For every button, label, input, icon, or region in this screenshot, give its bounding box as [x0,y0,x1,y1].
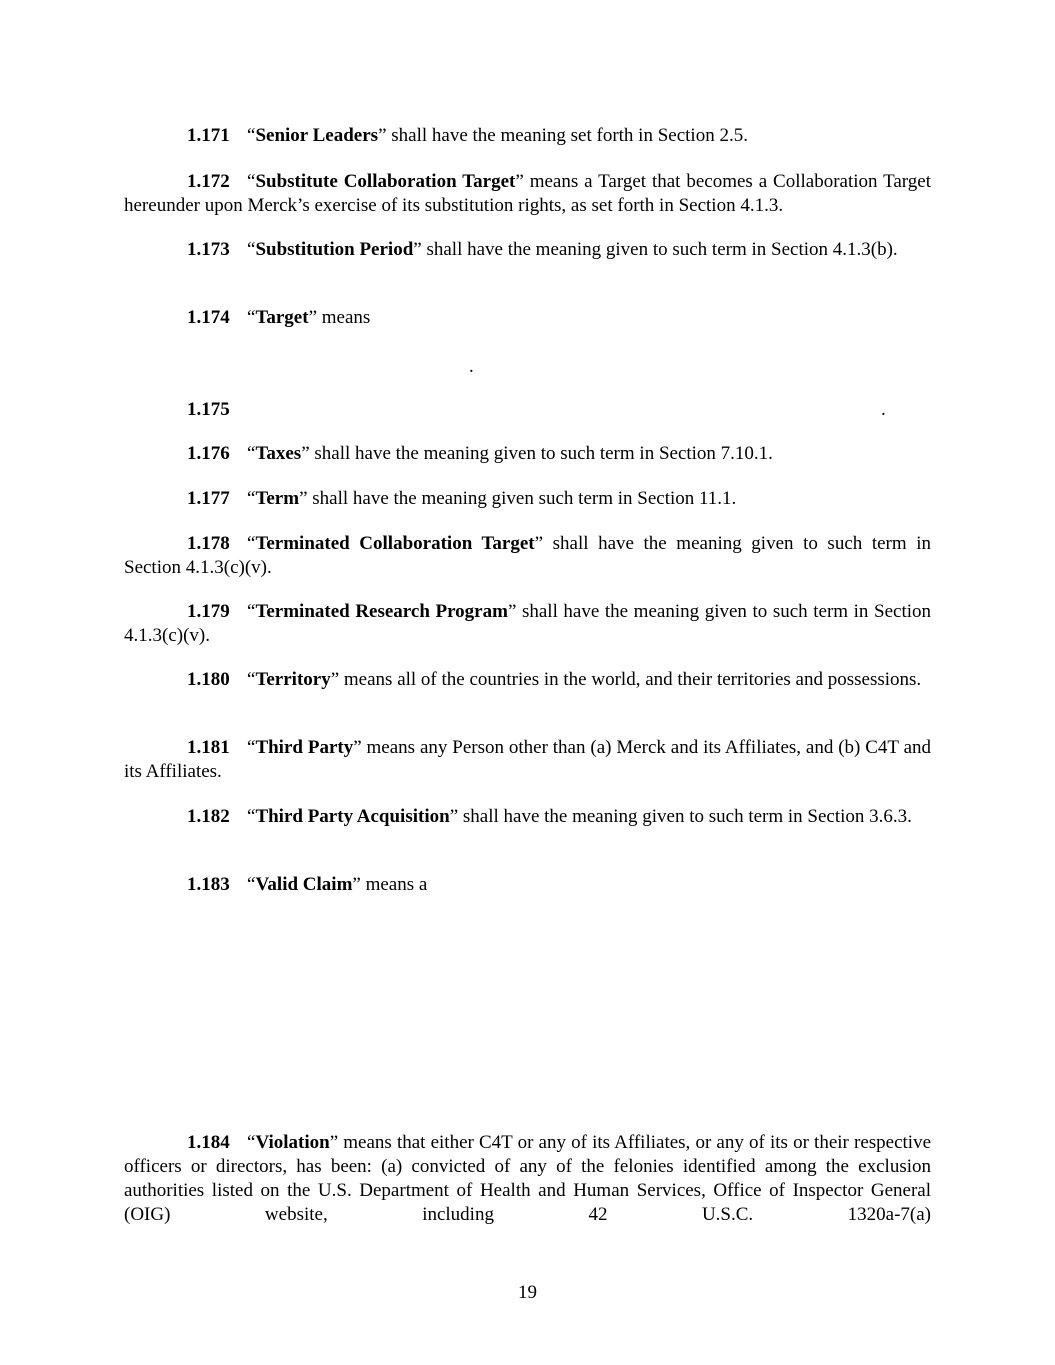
definition-1-180 [124,668,931,692]
open-quote: “ [247,488,256,509]
section-number: 1.177 [187,488,230,509]
close-quote: ” [299,488,308,509]
definition-text: means any Person other than (a) Merck and its Affiliates, and (b) C4T and its Affiliates. [124,737,932,782]
open-quote: “ [247,874,256,895]
definition-text: shall have the meaning given such term in Section 11.1. [312,488,737,509]
section-number: 1.180 [187,669,230,690]
open-quote: “ [247,737,256,758]
close-quote: ” [507,601,517,622]
definition-text: means [321,307,371,328]
definition-1-179 [124,600,931,648]
defined-term: Territory [255,669,331,690]
defined-term: Violation [255,1132,330,1153]
definition-1-174 [124,306,931,330]
definition-1-176 [124,442,931,466]
definition-text: means all of the countries in the world, and their territories and possessions. [343,669,922,690]
open-quote: “ [247,307,256,328]
definition-1-183 [124,873,931,897]
open-quote: “ [247,533,256,554]
definition-1-178 [124,532,931,580]
definition-text: means a Target that becomes a Collaboration Target hereunder upon Merck’s exercise of its substitution rights, as set forth in Section 4.1.3. [124,171,931,216]
defined-term: Third Party Acquisition [255,806,450,827]
defined-term: Term [255,488,300,509]
open-quote: “ [247,443,256,464]
section-number: 1.181 [187,737,230,758]
close-quote: ” [301,443,310,464]
open-quote: “ [247,669,256,690]
defined-term: Senior Leaders [255,125,379,146]
section-number: 1.171 [187,125,230,146]
redaction-end-period: . [881,399,886,420]
defined-term: Substitution Period [255,239,414,260]
defined-term: Third Party [255,737,354,758]
close-quote: ” [378,125,387,146]
open-quote: “ [247,171,256,192]
close-quote: ” [330,669,340,690]
open-quote: “ [247,601,256,622]
section-number: 1.172 [187,171,230,192]
definition-text: shall have the meaning given to such term in Section 4.1.3(c)(v). [124,533,931,578]
defined-term: Terminated Research Program [255,601,508,622]
section-number: 1.179 [187,601,230,622]
close-quote: ” [308,307,317,328]
section-number: 1.183 [187,874,230,895]
close-quote: ” [515,171,524,192]
close-quote: ” [449,806,459,827]
definition-1-177 [124,487,931,511]
definition-1-172 [124,170,931,218]
defined-term: Valid Claim [255,874,353,895]
defined-term: Taxes [255,443,302,464]
redaction-end-period: . [469,356,474,377]
definition-1-173 [124,238,931,262]
section-number: 1.182 [187,806,230,827]
section-number: 1.178 [187,533,230,554]
open-quote: “ [247,239,256,260]
definition-text: shall have the meaning set forth in Section 2.5. [391,125,748,146]
definition-1-184 [124,1131,931,1227]
section-number: 1.174 [187,307,230,328]
page-number: 19 [518,1282,537,1303]
definition-text: means a [365,874,428,895]
section-number: 1.184 [187,1132,230,1153]
defined-term: Substitute Collaboration Target [255,171,516,192]
definition-1-182 [124,805,931,829]
close-quote: ” [534,533,544,554]
defined-term: Target [255,307,309,328]
definition-text: shall have the meaning given to such term in Section 7.10.1. [314,443,773,464]
close-quote: ” [352,874,361,895]
close-quote: ” [329,1132,339,1153]
definition-1-171 [124,124,931,148]
definition-1-181 [124,736,931,784]
section-number: 1.173 [187,239,230,260]
definition-text: shall have the meaning given to such term in Section 4.1.3(c)(v). [124,601,932,646]
definition-text: shall have the meaning given to such term in Section 4.1.3(b). [426,239,898,260]
close-quote: ” [353,737,362,758]
definition-text: shall have the meaning given to such term in Section 3.6.3. [462,806,912,827]
definition-text: means that either C4T or any of its Affiliates, or any of its or their respective officers or directors, has been: (a) convicted of any of the felonies identified among the exclusion authorities listed on the U.S. Department of Health and Human Services, Office of Inspector General (OIG) website, including 42 U.S.C. 1320a-7(a) [124,1132,932,1225]
section-number: 1.176 [187,443,230,464]
definition-1-175 [124,398,931,422]
section-number: 1.175 [187,399,230,420]
close-quote: ” [413,239,422,260]
open-quote: “ [247,125,256,146]
defined-term: Terminated Collaboration Target [255,533,535,554]
open-quote: “ [247,806,256,827]
open-quote: “ [247,1132,256,1153]
